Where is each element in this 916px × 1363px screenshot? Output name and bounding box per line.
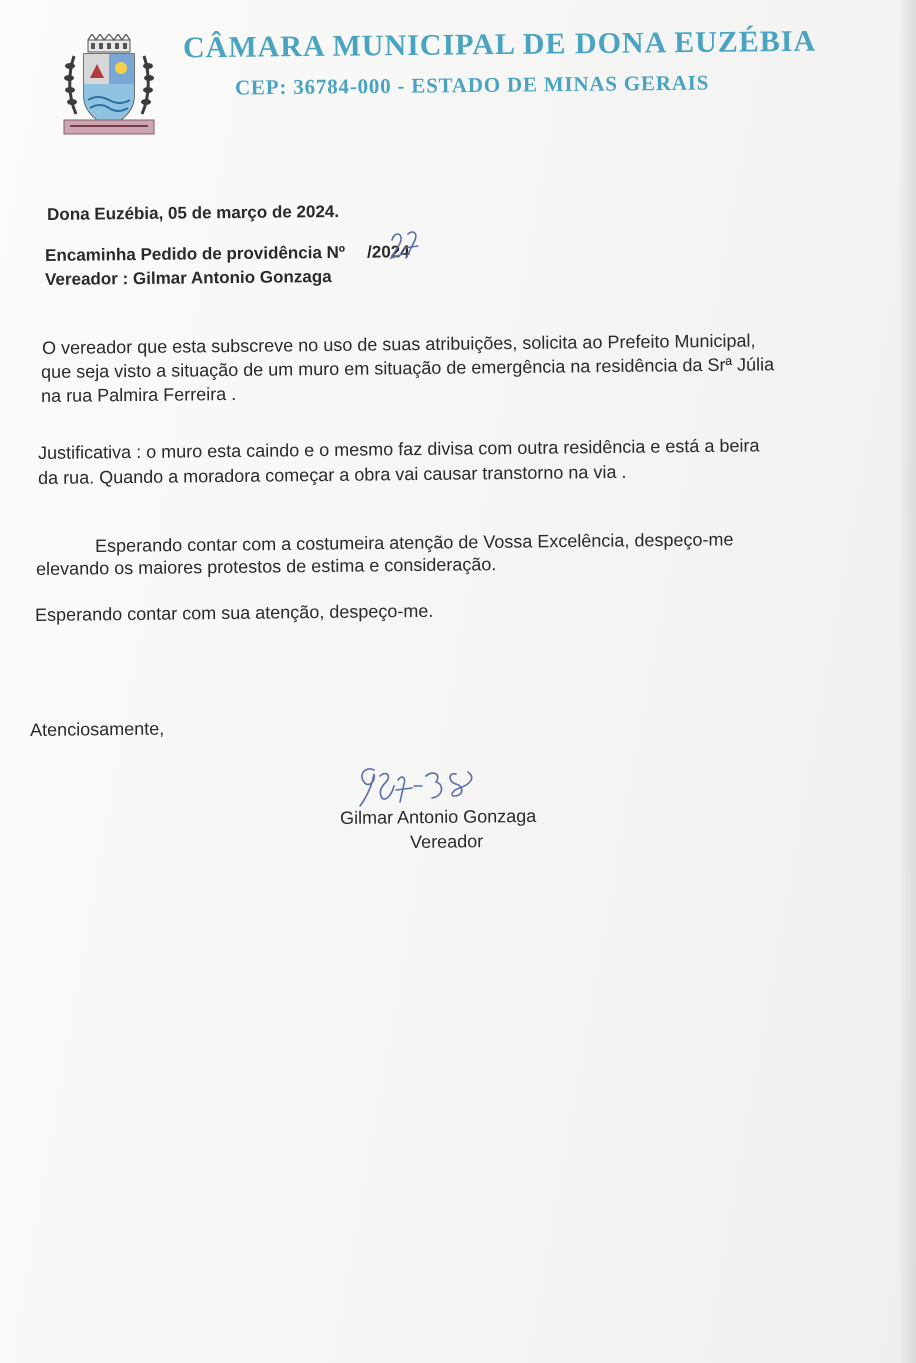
body-p3-line-1: Esperando contar com a costumeira atenção de Vossa Excelência, despeço-me: [95, 529, 734, 556]
body-p2-line-2: da rua. Quando a moradora começar a obra vai causar transtorno na via .: [38, 461, 627, 488]
closing: Atenciosamente,: [30, 718, 165, 740]
body-p3-line-2: elevando os maiores protestos de estima e consideração.: [36, 554, 497, 579]
handwritten-number-icon: [388, 228, 422, 260]
body-p1-line-2: que seja visto a situação de um muro em situação de emergência na residência da Srª Júlia: [41, 354, 775, 382]
signer-name: Gilmar Antonio Gonzaga: [340, 805, 537, 828]
subject-suffix: /2024: [366, 242, 410, 262]
header-subtitle: CEP: 36784-000 - ESTADO DE MINAS GERAIS: [234, 70, 710, 100]
signer-role: Vereador: [410, 831, 484, 852]
subject-line: [45, 242, 410, 266]
header-title: CÂMARA MUNICIPAL DE DONA EUZÉBIA: [182, 24, 817, 65]
body-p1-line-1: O vereador que esta subscreve no uso de suas atribuições, solicita ao Prefeito Municipal,: [42, 330, 756, 358]
subject-prefix: Encaminha Pedido de providência Nº: [45, 242, 346, 265]
body-p1-line-3: na rua Palmira Ferreira .: [41, 383, 237, 406]
councilor-line: Vereador : Gilmar Antonio Gonzaga: [45, 266, 332, 289]
municipal-crest-icon: [60, 34, 158, 138]
date-line: Dona Euzébia, 05 de março de 2024.: [47, 201, 340, 224]
body-p2-line-1: Justificativa : o muro esta caindo e o mesmo faz divisa com outra residência e está a beira: [38, 435, 760, 463]
body-p4: Esperando contar com sua atenção, despeço-me.: [35, 600, 434, 625]
